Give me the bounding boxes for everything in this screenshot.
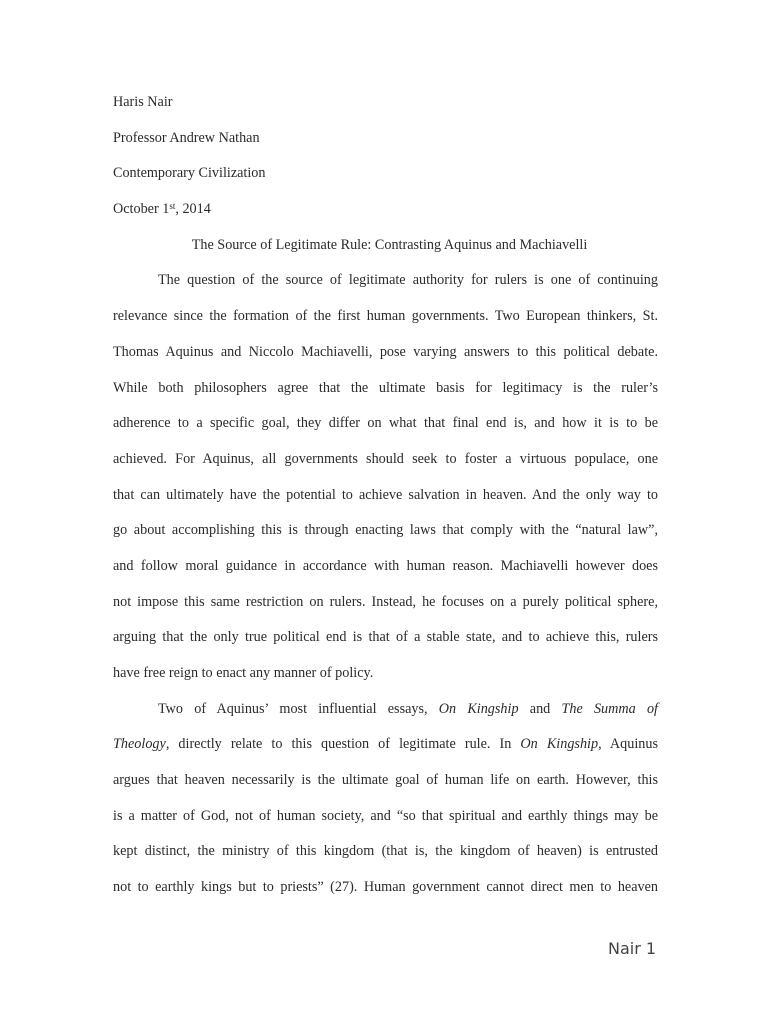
- paragraph1-line: The question of the source of legitimate authority for rulers is one of continuing: [158, 272, 658, 289]
- paragraph1-line: adherence to a specific goal, they differ on what that final end is, and how it is to be: [113, 415, 658, 432]
- essay-date: [113, 197, 658, 233]
- paragraph2-line: [113, 697, 658, 733]
- author-name: Haris Nair: [113, 94, 173, 110]
- paragraph1-line: that can ultimately have the potential to achieve salvation in heaven. And the only way to: [113, 486, 658, 503]
- paragraph2-text: , Aquinus: [598, 736, 658, 753]
- essay-title: The Source of Legitimate Rule: Contrasting Aquinus and Machiavelli: [191, 236, 588, 253]
- course-name: Contemporary Civilization: [113, 165, 266, 182]
- paragraph1-line: not impose this same restriction on rulers. Instead, he focuses on a purely political sphere,: [113, 593, 658, 610]
- paragraph1-line: and follow moral guidance in accordance with human reason. Machiavelli however does: [113, 557, 658, 574]
- essay-title-italic: The Summa of: [561, 700, 658, 717]
- essay-text: [113, 90, 658, 911]
- date-prefix: October 1: [113, 201, 170, 218]
- paragraph1-line: Thomas Aquinus and Niccolo Machiavelli, pose varying answers to this political debate.: [113, 343, 658, 360]
- paragraph1-line: have free reign to enact any manner of policy.: [113, 665, 374, 681]
- paragraph1-line: While both philosophers agree that the ultimate basis for legitimacy is the ruler’s: [113, 379, 658, 396]
- essay-title-italic: On Kingship: [520, 736, 599, 753]
- paragraph2-line: kept distinct, the ministry of this kingdom (that is, the kingdom of heaven) is entrusted: [113, 843, 658, 860]
- essay-title-italic: On Kingship: [438, 700, 519, 717]
- paragraph2-line: [113, 732, 658, 768]
- essay-title-italic: Theology: [113, 736, 166, 753]
- paragraph1-line: relevance since the formation of the first human governments. Two European thinkers, St.: [113, 308, 658, 325]
- professor-name: Professor Andrew Nathan: [113, 129, 260, 146]
- paragraph1-line: go about accomplishing this is through enacting laws that comply with the “natural law”,: [113, 522, 658, 539]
- paragraph2-line: not to earthly kings but to priests” (27). Human government cannot direct men to heaven: [113, 879, 658, 896]
- date-ordinal-suffix: st: [169, 201, 176, 212]
- page-number: Nair 1: [608, 939, 657, 958]
- date-year: , 2014: [175, 201, 211, 218]
- paragraph2-text: and: [518, 700, 562, 717]
- paragraph2-text: , directly relate to this question of legitimate rule. In: [165, 736, 521, 753]
- paragraph2-line: is a matter of God, not of human society, and “so that spiritual and earthly things may be: [113, 807, 658, 824]
- paragraph1-line: achieved. For Aquinus, all governments should seek to foster a virtuous populace, one: [113, 450, 658, 467]
- paragraph2-line: argues that heaven necessarily is the ultimate goal of human life on earth. However, this: [113, 772, 658, 789]
- paragraph1-line: arguing that the only true political end is that of a stable state, and to achieve this, rulers: [113, 629, 658, 646]
- paragraph2-text: Two of Aquinus’ most influential essays,: [158, 700, 439, 717]
